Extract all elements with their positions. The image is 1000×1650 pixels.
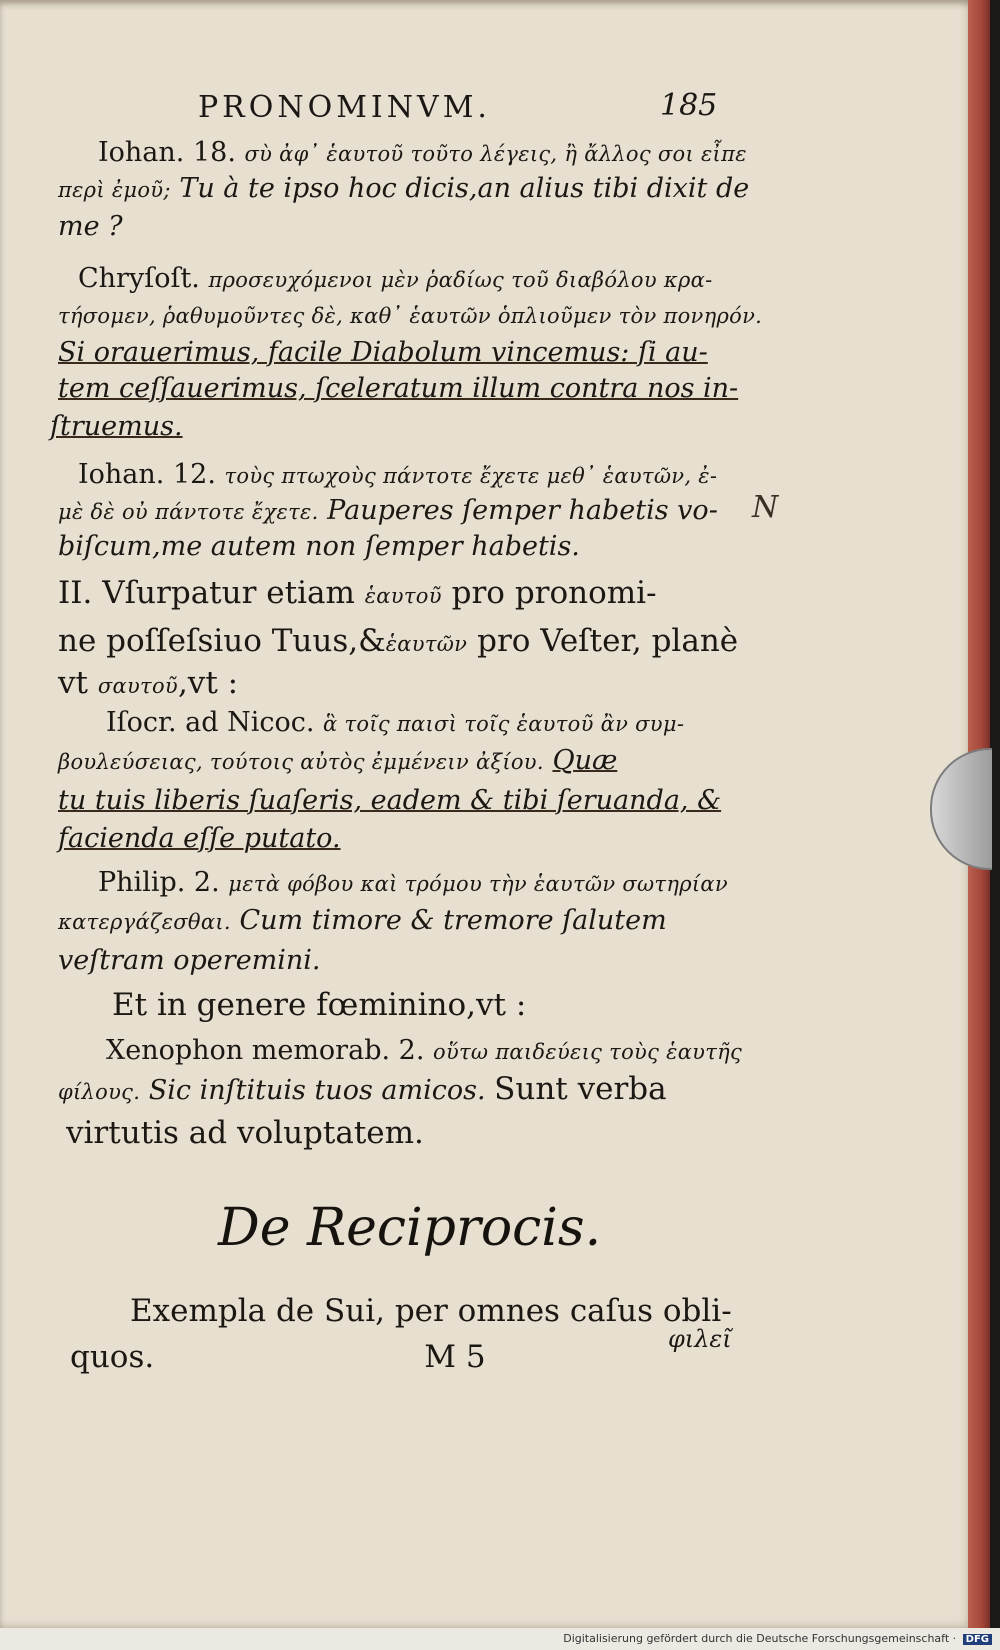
text-line: βουλεύσειας, τούτοις αὐτὸς ἐμμένειν ἀξίου. Quæ bbox=[58, 745, 618, 776]
text-line: veſtram operemini. bbox=[58, 945, 321, 976]
text-line: Exempla de Sui, per omnes caſus obli- bbox=[130, 1293, 732, 1329]
text-line: Et in genere fœminino,vt : bbox=[112, 987, 527, 1023]
text-line: περὶ ἐμοῦ; Tu à te ipso hoc dicis,an alius tibi dixit de bbox=[58, 173, 750, 204]
text-line: Chryſoſt. προσευχόμενοι μὲν ῥαδίως τοῦ διαβόλου κρα- bbox=[78, 263, 713, 294]
section-heading: De Reciprocis. bbox=[218, 1198, 602, 1258]
text-line: τήσομεν, ῥαθυμοῦντες δὲ, καθ᾽ ἑαυτῶν ὁπλιοῦμεν τὸν πονηρόν. bbox=[58, 304, 763, 328]
text-line: me ? bbox=[58, 211, 123, 242]
text-line: quos. M 5 bbox=[70, 1339, 486, 1375]
underlined-line: facienda eſſe putato. bbox=[58, 823, 341, 854]
margin-annotation: N bbox=[752, 490, 779, 525]
text-line: II. Vſurpatur etiam ἑαυτοῦ pro pronomi- bbox=[58, 575, 657, 611]
page-number: 185 bbox=[660, 88, 718, 123]
underlined-line: tem ceſſauerimus, ſceleratum illum contra nos in- bbox=[58, 373, 739, 404]
text-line: Iſocr. ad Nicoc. ἃ τοῖς παισὶ τοῖς ἑαυτοῦ ἂν συμ- bbox=[106, 707, 685, 738]
underlined-line: tu tuis liberis ſuaſeris, eadem & tibi ſeruanda, & bbox=[58, 785, 722, 816]
footer-credit: Digitalisierung gefördert durch die Deutsche Forschungsgemeinschaft · DFG bbox=[563, 1632, 992, 1645]
text-line: κατεργάζεσθαι. Cum timore & tremore ſalutem bbox=[58, 905, 667, 936]
text-line: Philip. 2. μετὰ φόβου καὶ τρόμου τὴν ἑαυτῶν σωτηρίαν bbox=[98, 867, 728, 898]
text-line: biſcum,me autem non ſemper habetis. bbox=[58, 531, 580, 562]
text-line: Xenophon memorab. 2. οὕτω παιδεύεις τοὺς ἑαυτῆς bbox=[106, 1035, 743, 1066]
text-line: μὲ δὲ οὐ πάντοτε ἔχετε. Pauperes ſemper habetis vo- bbox=[58, 495, 718, 526]
text-line: Iohan. 12. τοὺς πτωχοὺς πάντοτε ἔχετε μεθ᾽ ἑαυτῶν, ἐ- bbox=[78, 459, 718, 490]
text-line: φίλους. Sic inſtituis tuos amicos. Sunt verba bbox=[58, 1071, 667, 1107]
text-line: Iohan. 18. σὺ ἀφ᾽ ἑαυτοῦ τοῦτο λέγεις, ἢ ἄλλος σοι εἶπε bbox=[98, 137, 747, 168]
running-header: PRONOMINVM. bbox=[198, 90, 491, 125]
underlined-line: ſtruemus. bbox=[50, 411, 183, 442]
text-line: ne poſſeſsiuo Tuus,&ἑαυτῶν pro Veſter, planè bbox=[58, 623, 739, 659]
dfg-logo: DFG bbox=[963, 1634, 992, 1645]
catchword: φιλεῖ bbox=[668, 1325, 732, 1353]
text-line: virtutis ad voluptatem. bbox=[66, 1115, 424, 1151]
text-line: vt σαυτοῦ,vt : bbox=[58, 665, 239, 701]
underlined-line: Si orauerimus, facile Diabolum vincemus: ſi au- bbox=[58, 337, 708, 368]
